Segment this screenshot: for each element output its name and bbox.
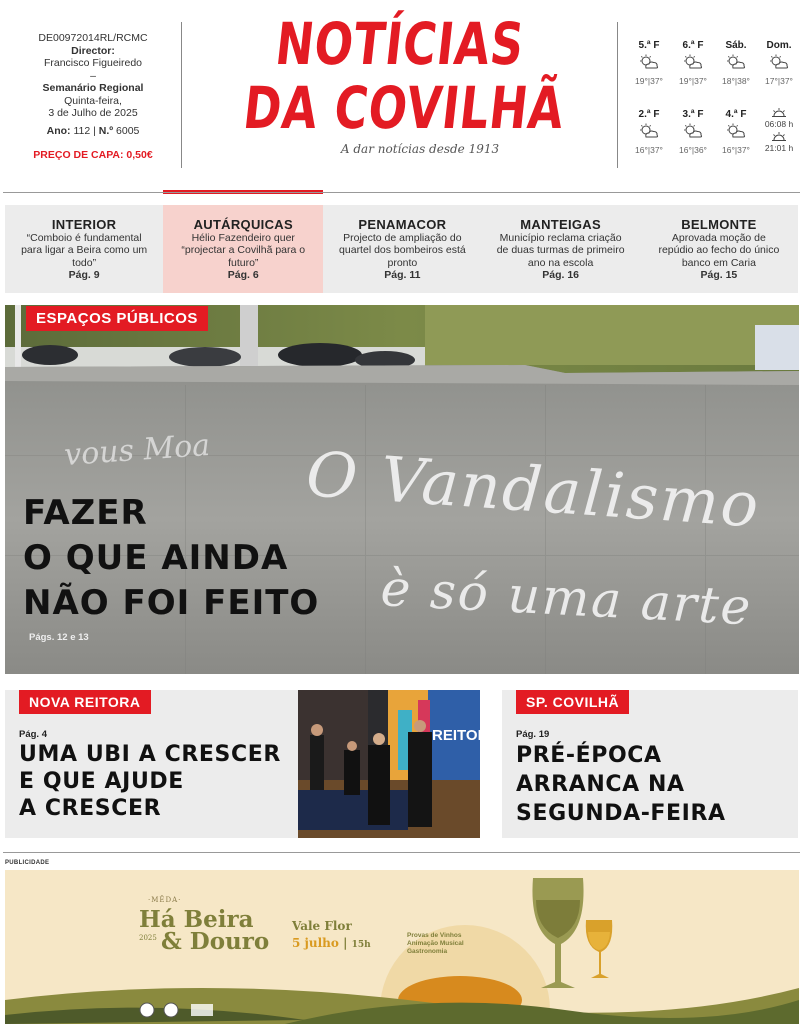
- section-teaser-belmonte[interactable]: [640, 205, 798, 293]
- weather-day-label: 3.ª F: [682, 109, 704, 120]
- ad-activity: Provas de Vinhos: [407, 932, 462, 939]
- advertising-label: PUBLICIDADE: [5, 860, 50, 866]
- section-title: MANTEIGAS: [520, 217, 601, 232]
- publication-type: Semanário Regional: [42, 82, 144, 94]
- partly-sunny-icon: [715, 54, 757, 75]
- section-page-ref: Pág. 6: [227, 269, 259, 281]
- weather-day: [758, 40, 800, 86]
- partly-sunny-icon: [672, 54, 714, 75]
- slogan: A dar notícias desde 1913: [340, 142, 500, 156]
- section-title: BELMONTE: [681, 217, 757, 232]
- logo-line-2: DA COVILHÃ: [240, 74, 568, 142]
- ad-rule: [3, 852, 800, 853]
- weather-day-label: Sáb.: [725, 40, 747, 51]
- divider-left: [181, 22, 182, 168]
- weather-day: [628, 40, 670, 86]
- year-value: 112: [73, 124, 91, 137]
- partly-sunny-icon: [715, 123, 757, 144]
- director-label: Director:: [71, 44, 115, 57]
- logo-line-1: NOTÍCIAS: [272, 10, 528, 78]
- cover-price: PREÇO DE CAPA: 0,50€: [33, 149, 153, 161]
- hero-headline-line: NÃO FOI FEITO: [23, 583, 320, 623]
- story-headline-line: SEGUNDA-FEIRA: [516, 801, 726, 826]
- weather-day-label: 6.ª F: [682, 40, 704, 51]
- main-story-photo[interactable]: [5, 305, 799, 674]
- weather-temperature: 19°|37°: [679, 76, 707, 86]
- story-headline-line: ARRANCA NA: [516, 772, 685, 797]
- section-page-ref: Pág. 16: [542, 269, 580, 281]
- partly-sunny-icon: [758, 54, 800, 75]
- hero-headline-line: O QUE AINDA: [23, 538, 289, 578]
- ad-date-time: 5 julho | 15h: [292, 936, 371, 950]
- hero-section-tag[interactable]: ESPAÇOS PÚBLICOS: [26, 306, 208, 331]
- weather-temperature: 16°|37°: [635, 145, 663, 155]
- weather-day-label: 5.ª F: [638, 40, 660, 51]
- sunset-time: 21:01 h: [764, 143, 794, 153]
- header-rule: [3, 192, 800, 193]
- wine-festival-ad[interactable]: [5, 870, 799, 1024]
- story-tag[interactable]: SP. COVILHÃ: [516, 690, 629, 714]
- section-summary: “Comboio é fundamental para ligar a Beira como um todo”: [21, 231, 148, 269]
- section-summary: Município reclama criação de duas turmas de primeiro ano na escola: [496, 231, 625, 269]
- ad-activities: [407, 932, 464, 956]
- sunset-icon: [758, 131, 800, 143]
- sunrise-time: 06:08 h: [764, 119, 794, 129]
- separator-dash: –: [90, 69, 96, 82]
- weather-day: [672, 109, 714, 155]
- partly-sunny-icon: [628, 54, 670, 75]
- hero-headline[interactable]: [23, 491, 319, 626]
- weather-temperature: 18°|38°: [722, 76, 750, 86]
- rector-ceremony-photo[interactable]: [298, 690, 500, 838]
- story-sp-covilha[interactable]: [502, 690, 798, 838]
- ceremony-image: [298, 690, 500, 838]
- ad-title-line-2: & Douro: [161, 928, 270, 955]
- hero-page-ref: Págs. 12 e 13: [29, 632, 89, 643]
- issue-number: 6005: [116, 124, 140, 137]
- story-headline-line: A CRESCER: [19, 796, 162, 821]
- divider-right: [617, 22, 618, 168]
- newspaper-logo[interactable]: [200, 12, 600, 156]
- weather-temperature: 19°|37°: [635, 76, 663, 86]
- partly-sunny-icon: [672, 123, 714, 144]
- ad-activity: Animação Musical: [407, 940, 464, 947]
- section-title: AUTÁRQUICAS: [193, 217, 293, 232]
- photo-sign-text: REITORA: [432, 727, 500, 744]
- weather-day-label: 4.ª F: [725, 109, 747, 120]
- issue-info: DE00972014RL/RCMC Director: Francisco Figueiredo – Semanário Regional Quinta-feira, 3 de Julho de 2025 Ano: 112 | N.º 6005 PREÇO DE CAPA: 0,50€: [18, 32, 168, 162]
- section-title: INTERIOR: [51, 217, 117, 232]
- weather-day-label: 2.ª F: [638, 109, 660, 120]
- ad-artwork: [5, 870, 799, 1024]
- weather-day: [672, 40, 714, 86]
- ad-title-line-1: Há Beira: [139, 906, 254, 933]
- weather-day-label: Dom.: [766, 40, 792, 51]
- story-page-ref: Pág. 4: [19, 729, 47, 740]
- registry-number: DE00972014RL/RCMC: [38, 32, 148, 44]
- director-name: Francisco Figueiredo: [43, 57, 143, 69]
- story-headline-line: PRÉ-ÉPOCA: [516, 743, 662, 768]
- weather-day: [715, 40, 757, 86]
- story-page-ref: Pág. 19: [516, 729, 550, 740]
- section-summary: Hélio Fazendeiro quer “projectar a Covilhã para o futuro”: [181, 231, 306, 269]
- ad-place: Vale Flor: [292, 919, 352, 933]
- story-headline-line: UMA UBI A CRESCER: [19, 742, 281, 767]
- section-title: PENAMACOR: [358, 217, 447, 232]
- masthead: [0, 0, 803, 192]
- ad-year: 2025: [139, 934, 157, 942]
- svg-text:O Vandalismo: O Vandalismo: [303, 437, 763, 542]
- number-label: N.º: [98, 124, 114, 137]
- story-headline[interactable]: [19, 741, 281, 822]
- partly-sunny-icon: [628, 123, 670, 144]
- section-teaser-autárquicas[interactable]: [163, 205, 323, 293]
- weather-day: [715, 109, 757, 155]
- ad-activity: Gastronomia: [407, 948, 448, 955]
- section-teaser-manteigas[interactable]: [482, 205, 640, 293]
- section-summary: Projecto de ampliação do quartel dos bombeiros está pronto: [339, 231, 466, 269]
- story-tag[interactable]: NOVA REITORA: [19, 690, 151, 714]
- issue-date: Quinta-feira, 3 de Julho de 2025: [48, 94, 138, 119]
- hero-headline-line: FAZER: [23, 493, 148, 533]
- story-headline-line: E QUE AJUDE: [19, 769, 184, 794]
- weather-temperature: 16°|36°: [679, 145, 707, 155]
- weather-day: [628, 109, 670, 155]
- ad-meda: ·MÊDA·: [148, 896, 182, 904]
- story-headline[interactable]: [516, 741, 726, 828]
- year-label: Ano:: [46, 124, 71, 137]
- weather-temperature: 16°|37°: [722, 145, 750, 155]
- svg-text:è só uma arte: è só uma arte: [379, 559, 754, 637]
- ad-date: 5 julho: [292, 936, 339, 950]
- ad-time: 15h: [351, 940, 371, 950]
- section-summary: Aprovada moção de repúdio ao fecho do único banco em Caria: [658, 231, 780, 269]
- section-teaser-interior[interactable]: [5, 205, 163, 293]
- section-page-ref: Pág. 11: [384, 269, 421, 281]
- section-teasers: [5, 205, 798, 293]
- svg-text:vous Moa: vous Moa: [63, 427, 212, 473]
- story-new-rector[interactable]: [5, 690, 298, 838]
- sun-times: [758, 107, 800, 153]
- section-page-ref: Pág. 9: [68, 269, 100, 281]
- section-page-ref: Pág. 15: [700, 269, 738, 281]
- sunrise-icon: [771, 109, 787, 119]
- section-teaser-penamacor[interactable]: [323, 205, 481, 293]
- weather-temperature: 17°|37°: [765, 76, 793, 86]
